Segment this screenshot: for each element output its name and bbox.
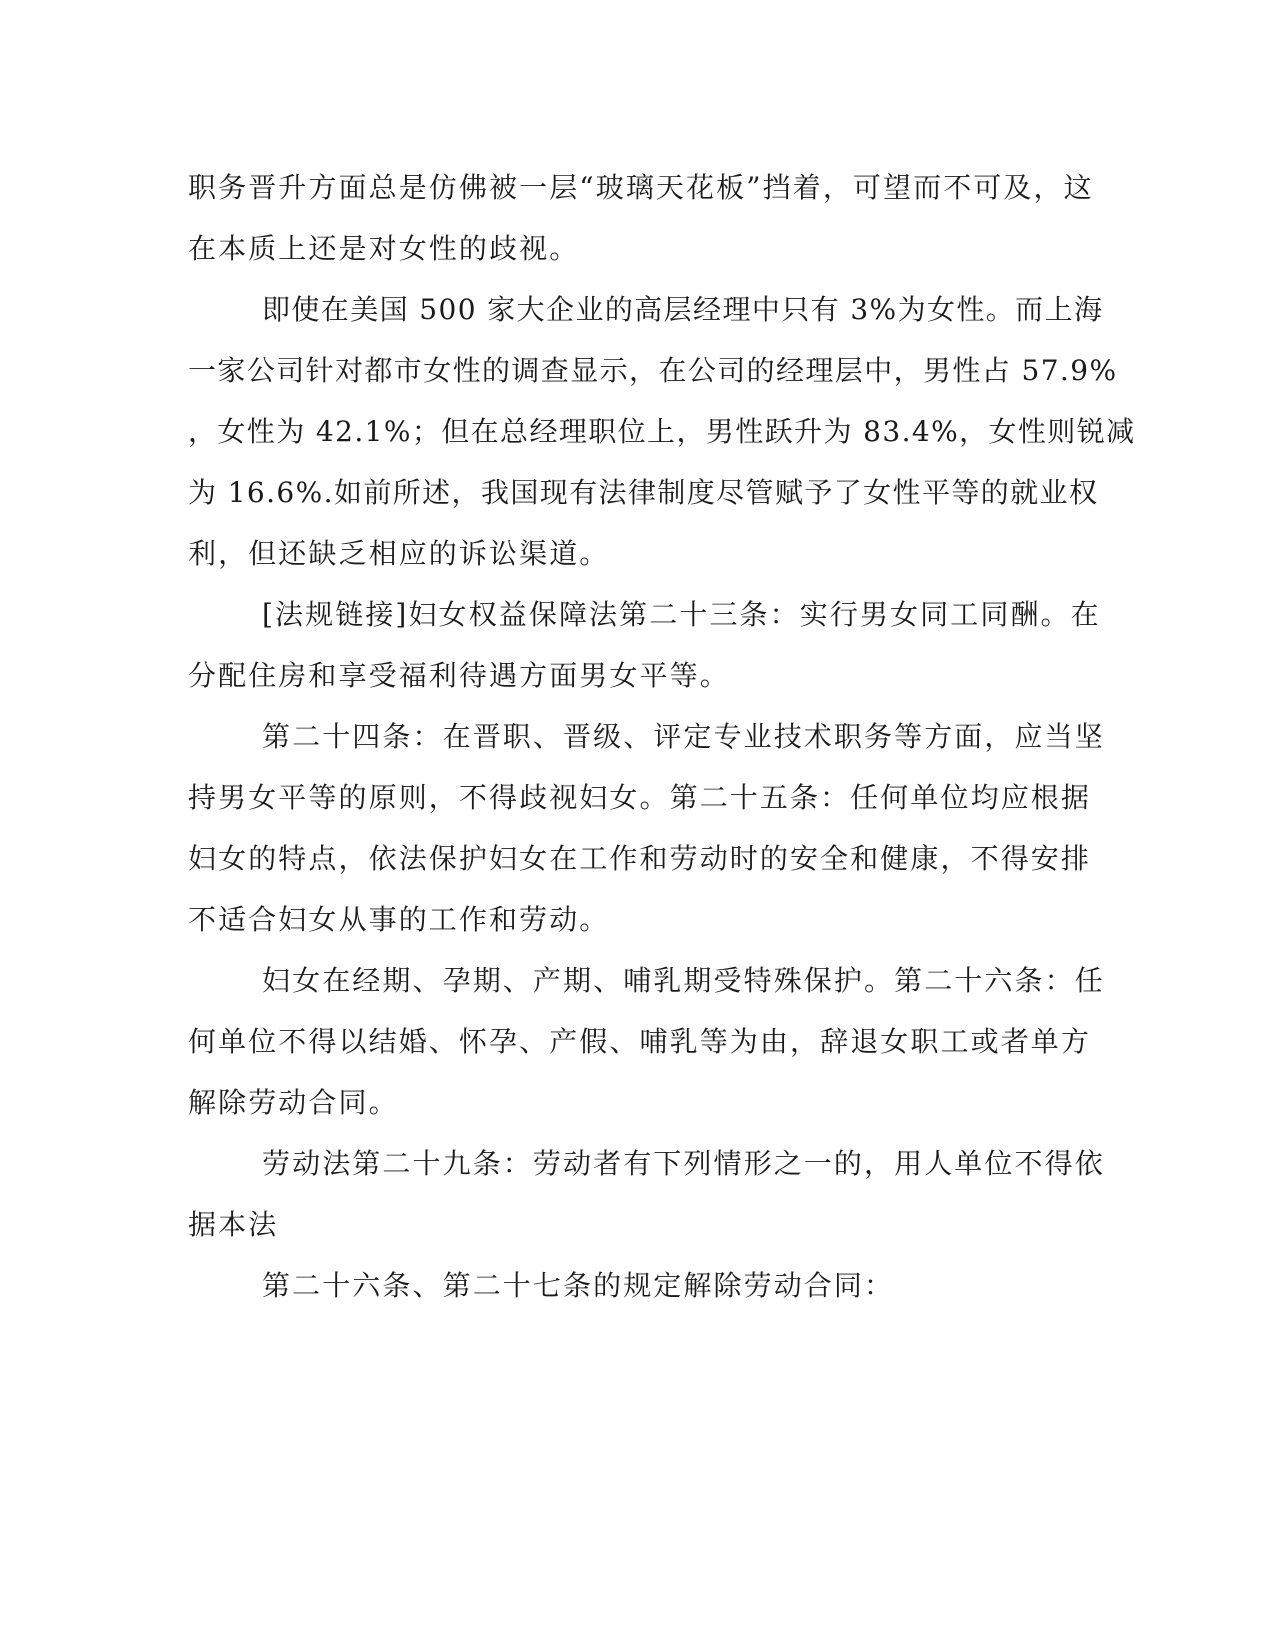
text-line-8: [法规链接]妇女权益保障法第二十三条：实行男女同工同酬。在 [262, 598, 1101, 631]
text-line-2: 在本质上还是对女性的歧视。 [188, 232, 580, 265]
text-line-6: 为 16.6%.如前所述，我国现有法律制度尽管赋予了女性平等的就业权 [188, 476, 1099, 509]
text-line-18: 据本法 [188, 1208, 279, 1241]
text-line-19: 第二十六条、第二十七条的规定解除劳动合同： [262, 1269, 895, 1302]
text-line-9: 分配住房和享受福利待遇方面男女平等。 [188, 659, 730, 692]
text-line-17: 劳动法第二十九条：劳动者有下列情形之一的，用人单位不得依 [262, 1147, 1105, 1180]
text-line-11: 持男女平等的原则，不得歧视妇女。第二十五条：任何单位均应根据 [188, 781, 1092, 814]
text-line-7: 利，但还缺乏相应的诉讼渠道。 [188, 537, 610, 570]
text-line-10: 第二十四条：在晋职、晋级、评定专业技术职务等方面，应当坚 [262, 720, 1105, 753]
text-line-14: 妇女在经期、孕期、产期、哺乳期受特殊保护。第二十六条：任 [262, 964, 1105, 997]
text-line-13: 不适合妇女从事的工作和劳动。 [188, 903, 610, 936]
text-line-16: 解除劳动合同。 [188, 1086, 399, 1119]
text-line-12: 妇女的特点，依法保护妇女在工作和劳动时的安全和健康，不得安排 [188, 842, 1092, 875]
text-line-4: 一家公司针对都市女性的调查显示，在公司的经理层中，男性占 57.9% [188, 354, 1118, 387]
text-line-5: ，女性为 42.1%；但在总经理职位上，男性跃升为 83.4%，女性则锐减 [188, 415, 1136, 448]
text-line-3: 即使在美国 500 家大企业的高层经理中只有 3%为女性。而上海 [262, 293, 1104, 326]
text-line-1: 职务晋升方面总是仿佛被一层“玻璃天花板”挡着，可望而不可及，这 [188, 171, 1094, 204]
text-line-15: 何单位不得以结婚、怀孕、产假、哺乳等为由，辞退女职工或者单方 [188, 1025, 1092, 1058]
